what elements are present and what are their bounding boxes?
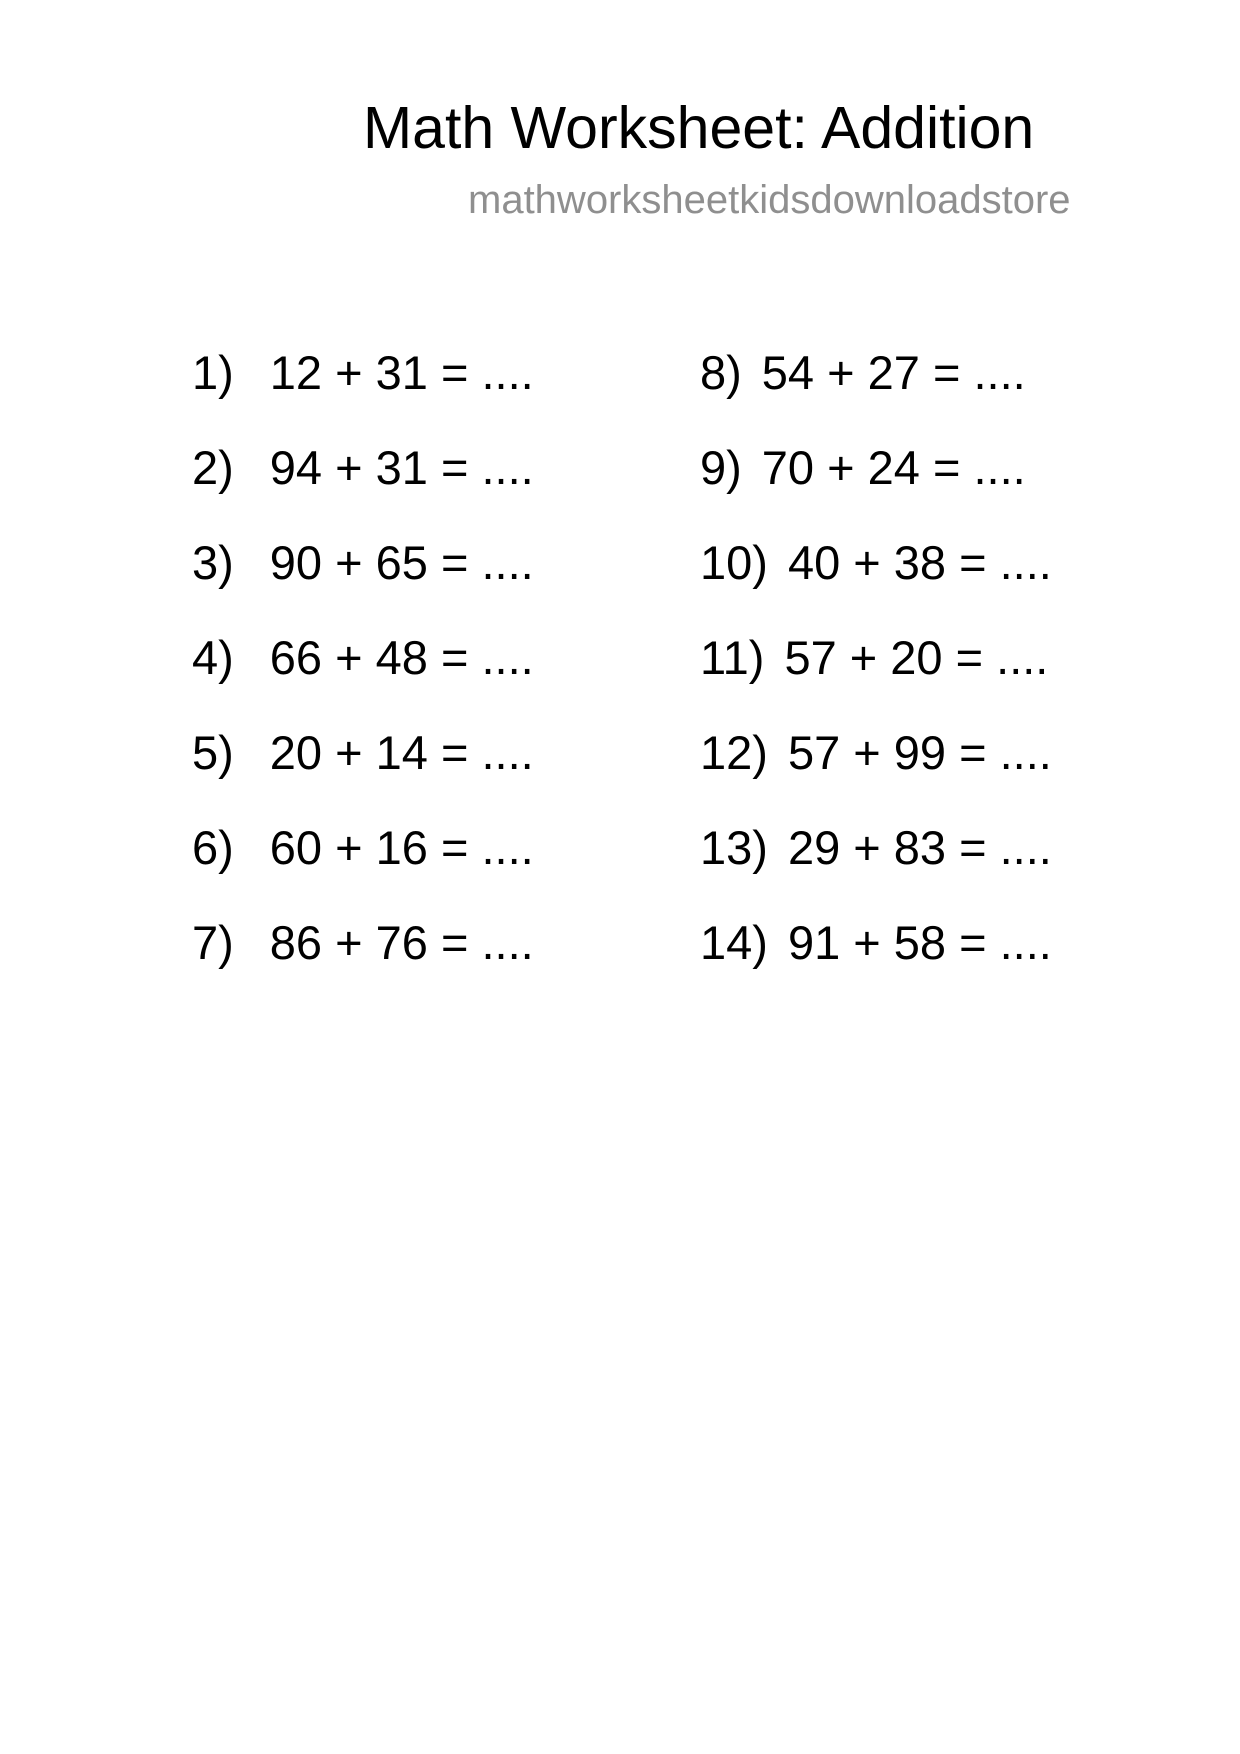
problem-number: 1) — [192, 346, 234, 399]
problem-expression: 29 + 83 = .... — [787, 821, 1052, 874]
problem-expression: 20 + 14 = .... — [269, 726, 534, 779]
problem-number: 2) — [192, 441, 234, 494]
problem-number: 14) — [700, 916, 768, 969]
problem-row — [700, 536, 1052, 634]
problem-number: 10) — [700, 536, 768, 589]
problem-expression: 91 + 58 = .... — [787, 916, 1052, 969]
page-subtitle: mathworksheetkidsdownloadstore — [468, 178, 1071, 222]
problem-expression: 90 + 65 = .... — [269, 536, 534, 589]
problem-expression: 66 + 48 = .... — [269, 631, 534, 684]
problem-row — [192, 631, 534, 729]
problem-row — [700, 631, 1052, 729]
problem-expression: 54 + 27 = .... — [761, 346, 1026, 399]
problem-row — [192, 821, 534, 919]
problem-row — [700, 441, 1052, 539]
problem-expression: 60 + 16 = .... — [269, 821, 534, 874]
problem-number: 6) — [192, 821, 234, 874]
problem-row — [192, 536, 534, 634]
problem-expression: 12 + 31 = .... — [269, 346, 534, 399]
problem-number: 5) — [192, 726, 234, 779]
problem-expression: 57 + 99 = .... — [787, 726, 1052, 779]
problem-row — [192, 346, 534, 444]
problem-row — [192, 916, 534, 1014]
problem-row — [192, 441, 534, 539]
page-title: Math Worksheet: Addition — [363, 95, 1035, 161]
problem-row — [700, 346, 1052, 444]
problem-number: 3) — [192, 536, 234, 589]
problem-row — [192, 726, 534, 824]
problem-expression: 94 + 31 = .... — [269, 441, 534, 494]
problem-expression: 57 + 20 = .... — [784, 631, 1049, 684]
problem-number: 13) — [700, 821, 768, 874]
problem-row — [700, 916, 1052, 1014]
problem-expression: 40 + 38 = .... — [787, 536, 1052, 589]
problems-column-right — [700, 346, 1052, 1014]
problem-number: 7) — [192, 916, 234, 969]
problem-number: 4) — [192, 631, 234, 684]
problem-expression: 86 + 76 = .... — [269, 916, 534, 969]
problem-number: 9) — [700, 441, 742, 494]
problem-number: 8) — [700, 346, 742, 399]
problem-number: 12) — [700, 726, 768, 779]
problem-number: 11) — [700, 631, 765, 684]
problems-column-left — [192, 346, 534, 1014]
problem-row — [700, 821, 1052, 919]
problem-row — [700, 726, 1052, 824]
problem-expression: 70 + 24 = .... — [761, 441, 1026, 494]
